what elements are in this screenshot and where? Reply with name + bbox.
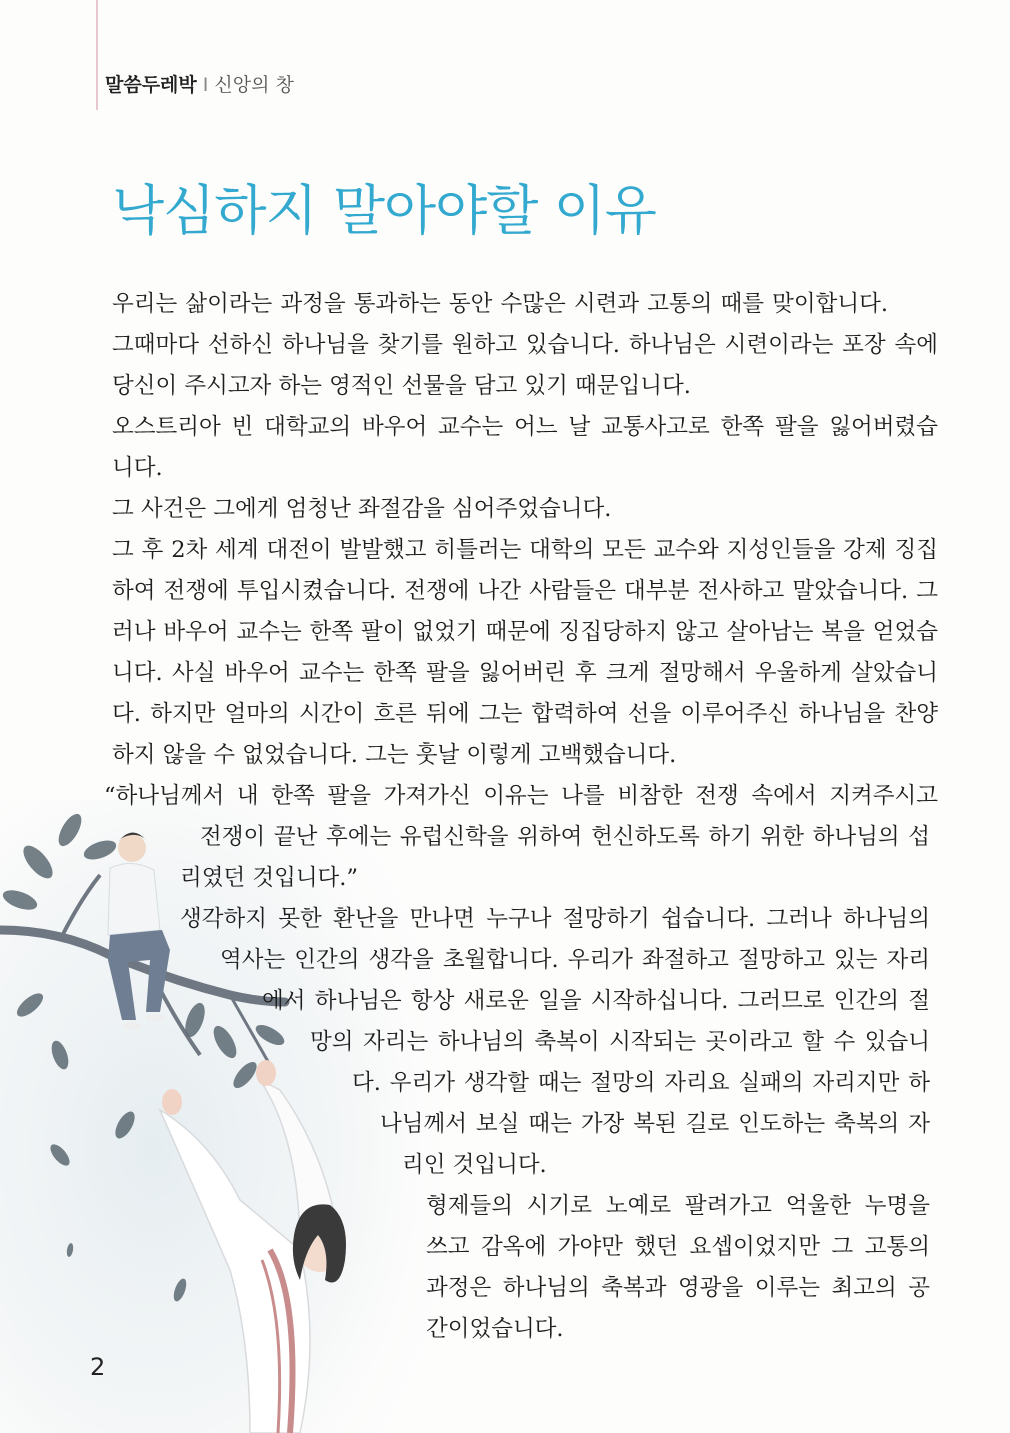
header-separator: I [202, 74, 209, 96]
text-line: “하나님께서 내 한쪽 팔을 가져가신 이유는 나를 비참한 전쟁 속에서 지켜주시고 [104, 783, 938, 809]
text-line: 다. 우리가 생각할 때는 절망의 자리요 실패의 자리지만 하 [352, 1070, 930, 1096]
page-number: 2 [90, 1353, 106, 1381]
text-line: 그때마다 선하신 하나님을 찾기를 원하고 있습니다. 하나님은 시련이라는 포장 속에 [112, 332, 938, 358]
text-line: 당신이 주시고자 하는 영적인 선물을 담고 있기 때문입니다. [112, 373, 691, 399]
series-name: 말씀두레박 [105, 74, 197, 96]
text-line: 나님께서 보실 때는 가장 복된 길로 인도하는 축복의 자 [380, 1111, 930, 1137]
text-line: 생각하지 못한 환난을 만나면 누구나 절망하기 쉽습니다. 그러나 하나님의 [180, 906, 930, 932]
text-line: 하지 않을 수 없었습니다. 그는 훗날 이렇게 고백했습니다. [112, 742, 677, 768]
text-line: 간이었습니다. [426, 1316, 564, 1342]
text-line: 우리는 삶이라는 과정을 통과하는 동안 수많은 시련과 고통의 때를 맞이합니다. [112, 291, 888, 317]
text-line: 니다. [112, 455, 163, 481]
text-line: 다. 하지만 얼마의 시간이 흐른 뒤에 그는 합력하여 선을 이루어주신 하나님을 찬양 [112, 701, 938, 727]
text-line: 망의 자리는 하나님의 축복이 시작되는 곳이라고 할 수 있습니 [310, 1029, 930, 1055]
text-line: 그 사건은 그에게 엄청난 좌절감을 심어주었습니다. [112, 496, 612, 522]
text-line: 전쟁이 끝난 후에는 유럽신학을 위하여 헌신하도록 하기 위한 하나님의 섭 [200, 824, 930, 850]
text-line: 하여 전쟁에 투입시켰습니다. 전쟁에 나간 사람들은 대부분 전사하고 말았습니다. 그 [112, 578, 938, 604]
text-line: 과정은 하나님의 축복과 영광을 이루는 최고의 공 [426, 1275, 930, 1301]
text-line: 형제들의 시기로 노예로 팔려가고 억울한 누명을 [426, 1193, 930, 1219]
text-line: 쓰고 감옥에 가야만 했던 요셉이었지만 그 고통의 [426, 1234, 930, 1260]
text-line: 러나 바우어 교수는 한쪽 팔이 없었기 때문에 징집당하지 않고 살아남는 복을 얻었습 [112, 619, 938, 645]
text-line: 에서 하나님은 항상 새로운 일을 시작하십니다. 그러므로 인간의 절 [262, 988, 930, 1014]
text-line: 니다. 사실 바우어 교수는 한쪽 팔을 잃어버린 후 크게 절망해서 우울하게 살았습니 [112, 660, 938, 686]
text-line: 역사는 인간의 생각을 초월합니다. 우리가 좌절하고 절망하고 있는 자리 [220, 947, 930, 973]
text-line: 그 후 2차 세계 대전이 발발했고 히틀러는 대학의 모든 교수와 지성인들을 강제 징집 [112, 537, 938, 563]
text-line: 리였던 것입니다.” [180, 865, 358, 891]
text-line: 리인 것입니다. [402, 1152, 547, 1178]
article-title: 낙심하지 말아야할 이유 [112, 179, 656, 242]
text-line: 오스트리아 빈 대학교의 바우어 교수는 어느 날 교통사고로 한쪽 팔을 잃어버렸습 [112, 414, 938, 440]
section-name: 신앙의 창 [214, 74, 294, 96]
